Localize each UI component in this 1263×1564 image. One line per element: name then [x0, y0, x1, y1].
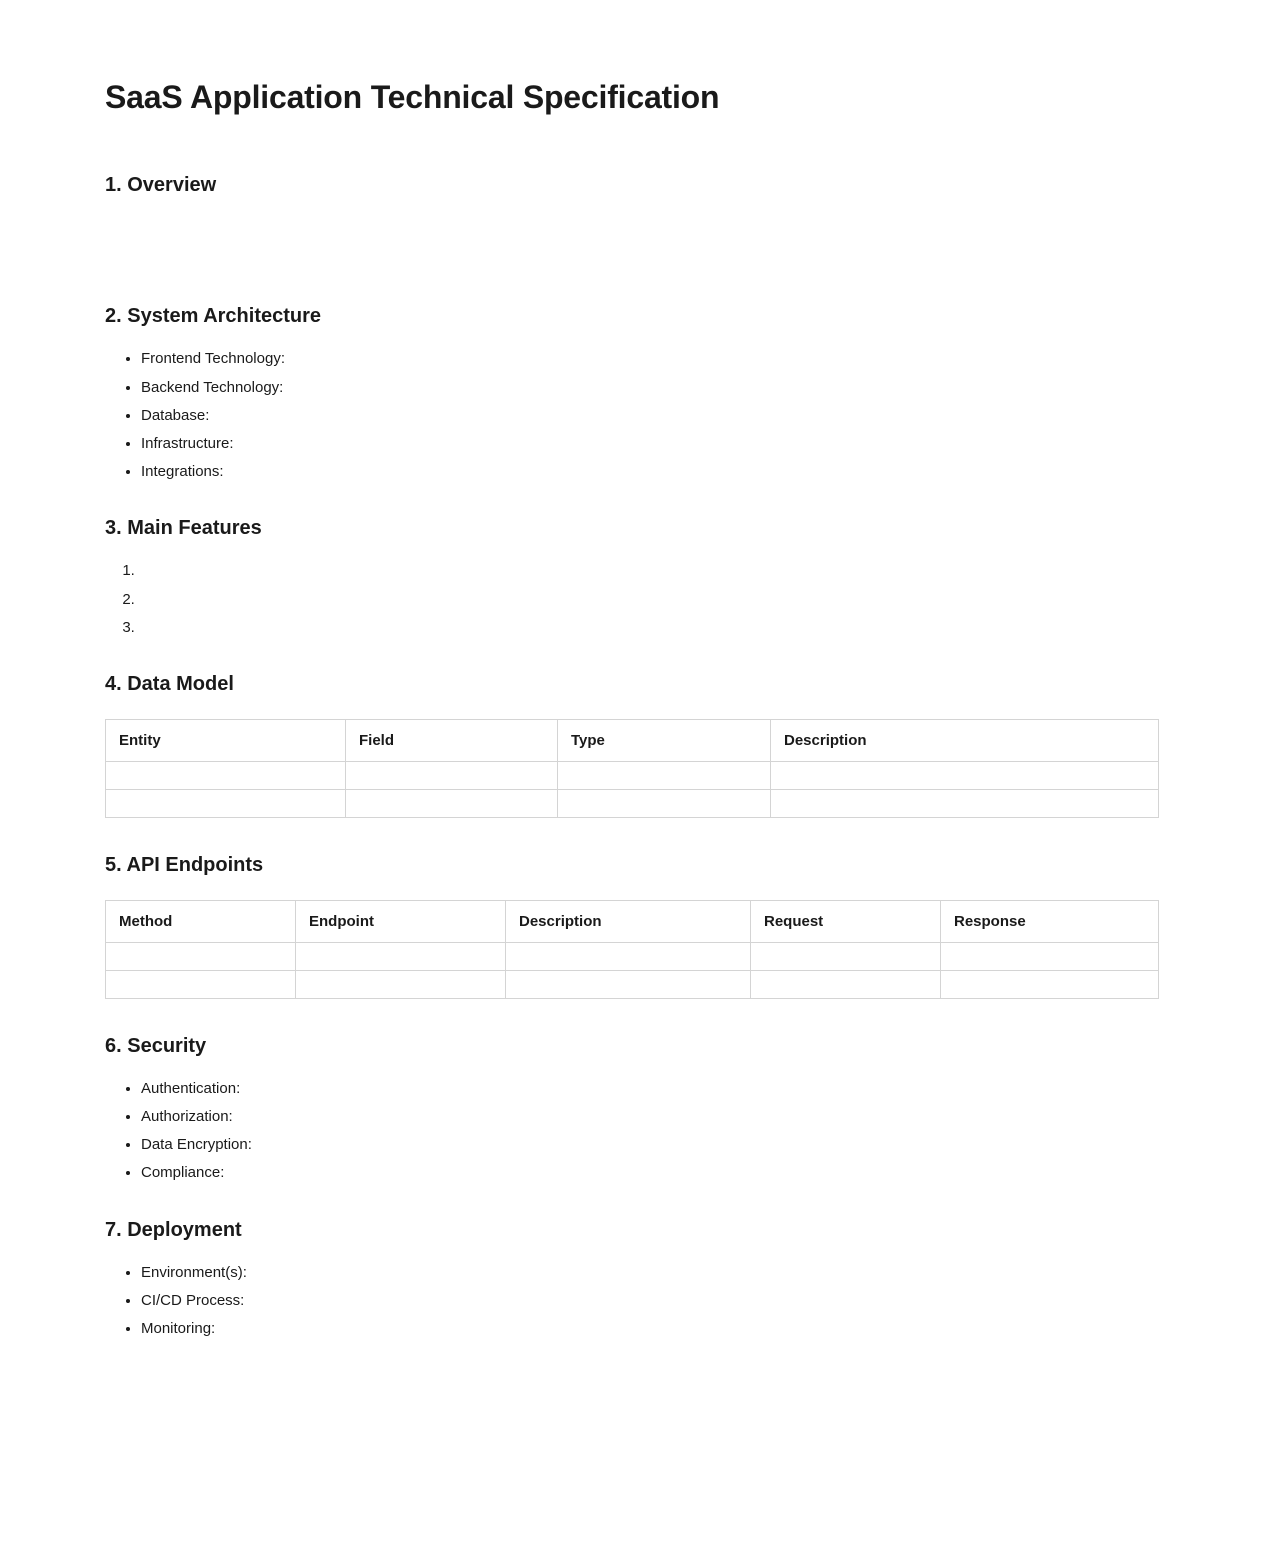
table-cell[interactable] — [941, 942, 1159, 970]
table-cell[interactable] — [506, 970, 751, 998]
heading-overview: 1. Overview — [105, 174, 217, 197]
list-item[interactable]: • Environment(s): — [141, 1263, 1158, 1282]
list-item[interactable]: • Compliance: — [141, 1163, 1158, 1182]
column-header-description: Description — [771, 719, 1159, 761]
list-item[interactable]: • Authorization: — [141, 1107, 1158, 1126]
table-cell[interactable] — [751, 970, 941, 998]
data-model-table — [105, 719, 1159, 818]
main-features-list — [105, 561, 1158, 637]
table-row — [106, 789, 1159, 817]
section-system-architecture — [105, 303, 1158, 481]
table-cell[interactable] — [558, 761, 771, 789]
list-item[interactable] — [139, 561, 1158, 580]
list-item[interactable]: • Infrastructure: — [141, 434, 1158, 453]
list-item[interactable]: • CI/CD Process: — [141, 1291, 1158, 1310]
table-cell[interactable] — [941, 970, 1159, 998]
list-item[interactable]: • Data Encryption: — [141, 1135, 1158, 1154]
heading-data-model: 4. Data Model — [105, 672, 234, 695]
table-cell[interactable] — [106, 761, 346, 789]
table-cell[interactable] — [558, 789, 771, 817]
column-header-method: Method — [106, 900, 296, 942]
list-item[interactable]: • Monitoring: — [141, 1319, 1158, 1338]
list-item[interactable]: • Database: — [141, 406, 1158, 425]
table-header-row — [106, 719, 1159, 761]
overview-body[interactable] — [105, 213, 1158, 261]
heading-system-architecture: 2. System Architecture — [105, 305, 322, 328]
table-cell[interactable] — [106, 942, 296, 970]
column-header-endpoint: Endpoint — [296, 900, 506, 942]
section-deployment — [105, 1217, 1158, 1339]
table-cell[interactable] — [346, 761, 558, 789]
column-header-description: Description — [506, 900, 751, 942]
section-data-model — [105, 671, 1158, 818]
table-cell[interactable] — [751, 942, 941, 970]
api-endpoints-table — [105, 900, 1159, 999]
section-security — [105, 1033, 1158, 1183]
column-header-response: Response — [941, 900, 1159, 942]
deployment-list — [105, 1263, 1158, 1339]
table-row — [106, 761, 1159, 789]
table-cell[interactable] — [296, 970, 506, 998]
table-cell[interactable] — [106, 970, 296, 998]
heading-main-features: 3. Main Features — [105, 517, 262, 540]
table-header-row — [106, 900, 1159, 942]
page-title: SaaS Application Technical Specification — [105, 79, 720, 115]
section-main-features — [105, 515, 1158, 637]
table-cell[interactable] — [106, 789, 346, 817]
column-header-field: Field — [346, 719, 558, 761]
heading-api-endpoints: 5. API Endpoints — [105, 853, 264, 876]
column-header-request: Request — [751, 900, 941, 942]
security-list — [105, 1079, 1158, 1183]
table-row — [106, 942, 1159, 970]
heading-deployment: 7. Deployment — [105, 1218, 242, 1241]
table-row — [106, 970, 1159, 998]
list-item[interactable]: • Backend Technology: — [141, 378, 1158, 397]
section-overview — [105, 172, 1158, 261]
table-cell[interactable] — [771, 789, 1159, 817]
table-cell[interactable] — [346, 789, 558, 817]
table-cell[interactable] — [296, 942, 506, 970]
list-item[interactable] — [139, 618, 1158, 637]
table-cell[interactable] — [506, 942, 751, 970]
heading-security: 6. Security — [105, 1034, 207, 1057]
list-item[interactable]: • Frontend Technology: — [141, 349, 1158, 368]
section-api-endpoints — [105, 852, 1158, 999]
list-item[interactable]: • Integrations: — [141, 462, 1158, 481]
column-header-type: Type — [558, 719, 771, 761]
table-cell[interactable] — [771, 761, 1159, 789]
column-header-entity: Entity — [106, 719, 346, 761]
list-item[interactable]: • Authentication: — [141, 1079, 1158, 1098]
system-architecture-list — [105, 349, 1158, 481]
list-item[interactable] — [139, 590, 1158, 609]
